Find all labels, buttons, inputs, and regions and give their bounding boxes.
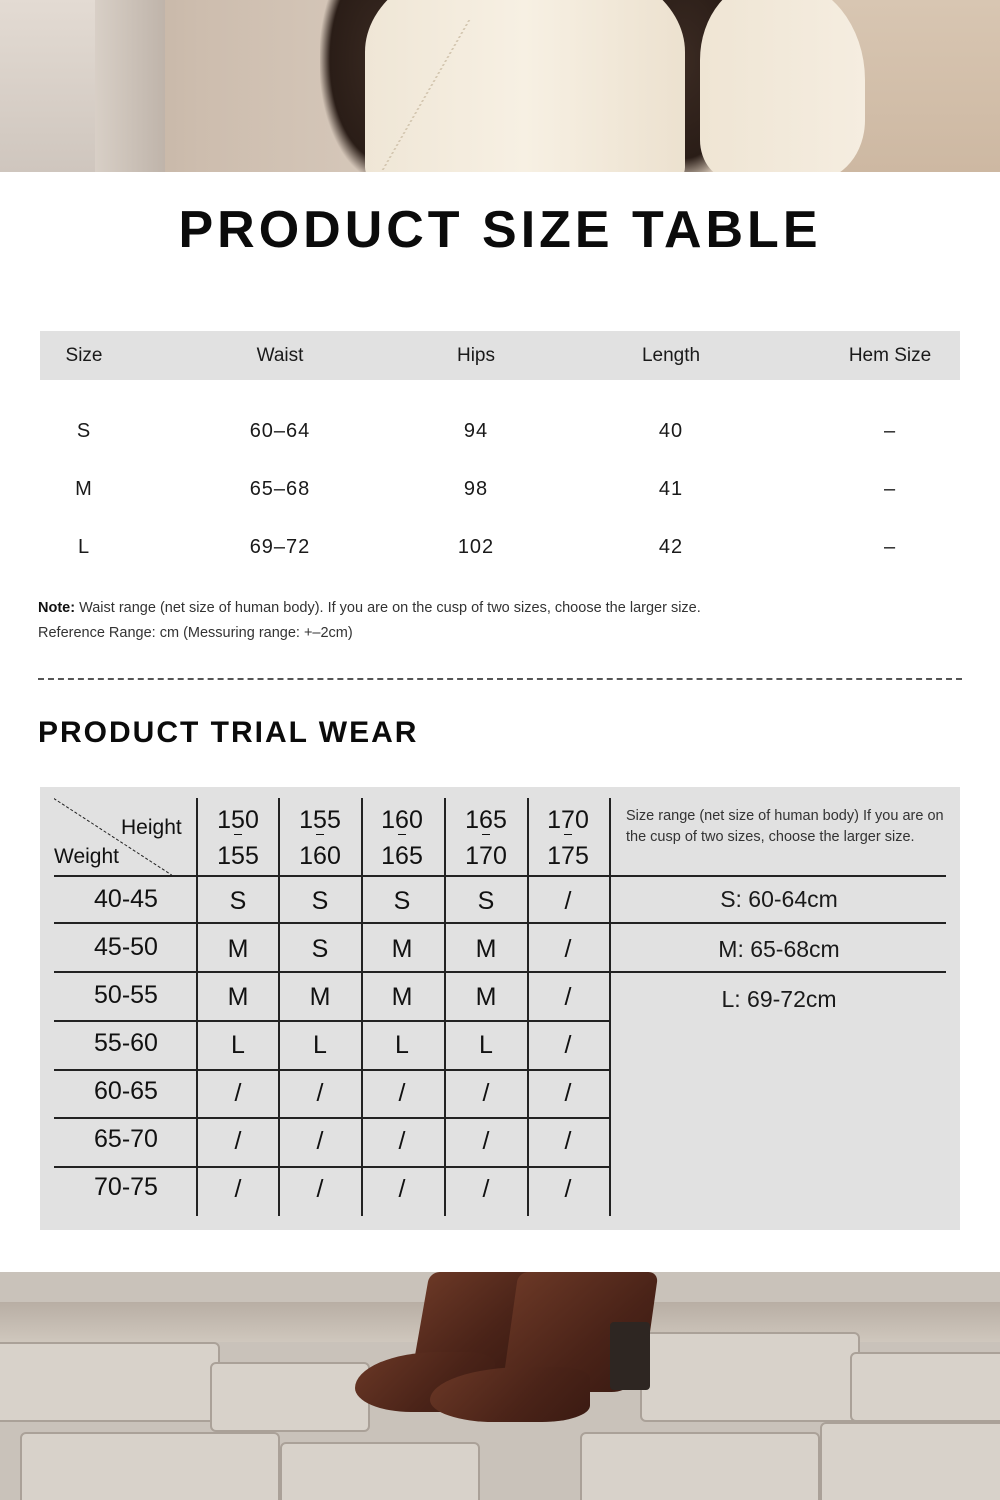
hero-photo-top	[0, 0, 1000, 172]
photo-stone	[0, 1342, 220, 1422]
grid-line	[54, 1069, 610, 1071]
header-hips: Hips	[456, 345, 495, 366]
photo-stone	[640, 1332, 860, 1422]
size-recommendation-cell: /	[564, 983, 572, 1011]
height-label: Height	[121, 816, 182, 839]
trial-wear-title: PRODUCT TRIAL WEAR	[38, 716, 419, 749]
size-recommendation-cell: M	[227, 983, 249, 1011]
size-cell: S	[76, 420, 92, 442]
weight-row-label: 40-45	[94, 885, 158, 913]
range-s: S: 60-64cm	[720, 886, 838, 912]
hips-cell: 94	[463, 420, 489, 442]
grid-line	[54, 875, 946, 877]
hem-cell: –	[883, 536, 897, 558]
hips-cell: 102	[457, 536, 495, 558]
size-note	[38, 596, 701, 646]
size-recommendation-cell: S	[229, 887, 247, 915]
photo-stone	[820, 1422, 1000, 1500]
size-recommendation-cell: /	[564, 1127, 572, 1155]
height-header: 160 165	[361, 802, 443, 874]
header-length: Length	[641, 345, 701, 366]
weight-row-label: 60-65	[94, 1077, 158, 1105]
hem-cell: –	[883, 478, 897, 500]
waist-cell: 65–68	[249, 478, 311, 500]
size-recommendation-cell: M	[227, 935, 249, 963]
weight-row-label: 65-70	[94, 1125, 158, 1153]
size-recommendation-cell: M	[475, 935, 497, 963]
size-recommendation-cell: L	[479, 1031, 493, 1059]
size-recommendation-cell: /	[564, 887, 572, 915]
height-header: 155 160	[279, 802, 361, 874]
size-recommendation-cell: M	[391, 983, 413, 1011]
grid-line	[54, 1117, 610, 1119]
size-recommendation-cell: /	[564, 1031, 572, 1059]
size-recommendation-cell: /	[234, 1079, 242, 1107]
size-cell: L	[77, 536, 91, 558]
height-header: 170 175	[527, 802, 609, 874]
size-recommendation-cell: /	[398, 1175, 406, 1203]
size-recommendation-cell: L	[231, 1031, 245, 1059]
reference-range: Reference Range: cm (Messuring range: +–2cm)	[38, 625, 353, 641]
note-text: Waist range (net size of human body). If you are on the cusp of two sizes, choose the larger size.	[75, 600, 701, 616]
weight-label: Weight	[54, 845, 119, 868]
photo-stone	[850, 1352, 1000, 1422]
grid-line	[54, 1020, 610, 1022]
header-hem-size: Hem Size	[848, 345, 932, 366]
size-recommendation-cell: /	[316, 1127, 324, 1155]
weight-row-label: 45-50	[94, 933, 158, 961]
size-recommendation-cell: /	[398, 1079, 406, 1107]
size-recommendation-cell: S	[393, 887, 411, 915]
size-recommendation-cell: M	[309, 983, 331, 1011]
range-l: L: 69-72cm	[721, 986, 837, 1012]
photo-sleeve	[700, 0, 865, 172]
note-line	[38, 596, 701, 621]
trial-side-note: Size range (net size of human body) If you are on the cusp of two sizes, choose the larger size.	[626, 808, 944, 845]
weight-row-label: 55-60	[94, 1029, 158, 1057]
waist-cell: 60–64	[249, 420, 311, 442]
size-recommendation-cell: M	[475, 983, 497, 1011]
header-waist: Waist	[256, 345, 304, 366]
height-header: 165 170	[445, 802, 527, 874]
size-recommendation-cell: /	[234, 1127, 242, 1155]
photo-wall-edge	[95, 0, 165, 172]
photo-stone	[280, 1442, 480, 1500]
size-recommendation-cell: /	[316, 1175, 324, 1203]
size-recommendation-cell: /	[564, 935, 572, 963]
size-recommendation-cell: /	[398, 1127, 406, 1155]
size-recommendation-cell: L	[313, 1031, 327, 1059]
section-divider	[38, 678, 962, 680]
size-recommendation-cell: /	[482, 1079, 490, 1107]
photo-heel	[610, 1322, 650, 1390]
hem-cell: –	[883, 420, 897, 442]
photo-stone	[210, 1362, 370, 1432]
size-recommendation-cell: /	[316, 1079, 324, 1107]
weight-row-label: 50-55	[94, 981, 158, 1009]
size-cell: M	[75, 478, 93, 500]
waist-cell: 69–72	[249, 536, 311, 558]
length-cell: 41	[658, 478, 684, 500]
height-header: 150 155	[197, 802, 279, 874]
weight-row-label: 70-75	[94, 1173, 158, 1201]
photo-stone	[20, 1432, 280, 1500]
grid-line	[54, 971, 946, 973]
grid-line	[54, 922, 946, 924]
size-recommendation-cell: /	[482, 1175, 490, 1203]
note-label: Note:	[38, 600, 76, 616]
header-size: Size	[65, 345, 103, 366]
size-recommendation-cell: /	[564, 1079, 572, 1107]
hero-photo-bottom	[0, 1272, 1000, 1500]
size-table-title: PRODUCT SIZE TABLE	[178, 201, 822, 259]
size-recommendation-cell: M	[391, 935, 413, 963]
size-recommendation-cell: S	[311, 935, 329, 963]
photo-stone	[580, 1432, 820, 1500]
size-recommendation-cell: S	[477, 887, 495, 915]
size-recommendation-cell: /	[482, 1127, 490, 1155]
grid-line	[54, 1166, 610, 1168]
hips-cell: 98	[463, 478, 489, 500]
size-recommendation-cell: L	[395, 1031, 409, 1059]
size-recommendation-cell: /	[564, 1175, 572, 1203]
length-cell: 40	[658, 420, 684, 442]
length-cell: 42	[658, 536, 684, 558]
size-recommendation-cell: /	[234, 1175, 242, 1203]
range-m: M: 65-68cm	[718, 936, 840, 962]
grid-line	[609, 798, 611, 1216]
size-recommendation-cell: S	[311, 887, 329, 915]
